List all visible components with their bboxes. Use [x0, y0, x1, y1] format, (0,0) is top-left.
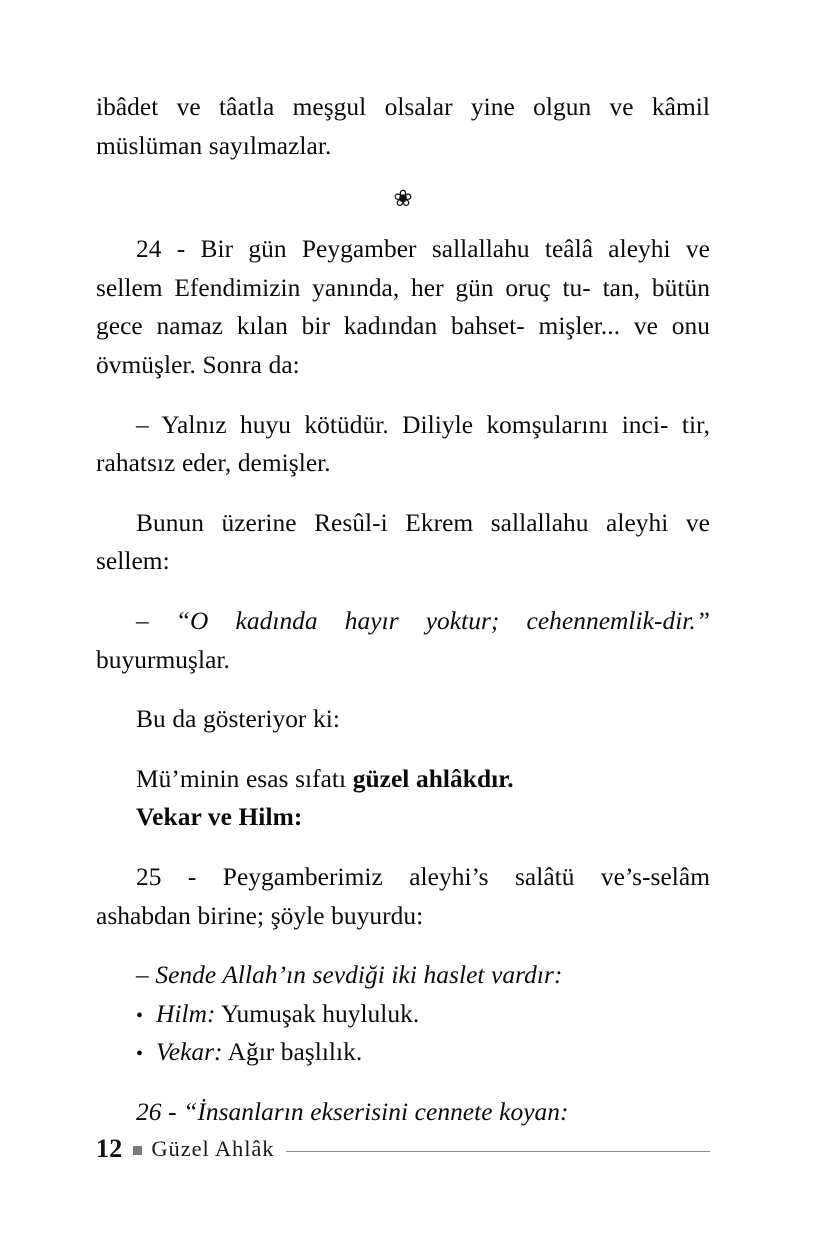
list-item	[96, 1033, 710, 1072]
item-24-line-1: 24 - Bir gün Peygamber sallallahu teâlâ aleyhi	[136, 235, 686, 264]
narration-1-line-1: Bunun üzerine Resûl-i Ekrem sallallahu aleyhi	[136, 508, 686, 537]
subheading-vekar-ve-hilm: Vekar ve Hilm:	[136, 803, 303, 832]
page-number: 12	[96, 1134, 123, 1163]
text-column	[96, 88, 710, 1131]
conclusion-roman-part: Mü’minin esas sıfatı	[136, 764, 353, 793]
paragraph-continuation	[96, 88, 710, 165]
bullet-term-vekar: Vekar:	[156, 1038, 223, 1067]
hadith-quote-1-italic-line-2: dir.”	[662, 606, 710, 635]
item-26-text: “İnsanların ekserisini cennete koyan:	[183, 1097, 569, 1126]
paragraph-hadith-quote-1	[96, 602, 710, 679]
paragraph-narration-1	[96, 504, 710, 581]
continuation-line-1: ibâdet ve tâatla meşgul olsalar yine olgun ve kâmil	[96, 93, 710, 121]
paragraph-item-26	[96, 1093, 710, 1132]
conclusion-bold-part: güzel ahlâkdır.	[352, 764, 514, 793]
dialogue-2-dash: –	[136, 961, 156, 990]
item-26-number: 26 -	[136, 1097, 184, 1126]
dialogue-1-line-1: – Yalnız huyu kötüdür. Diliyle komşularını inci-	[136, 410, 669, 439]
footer-book-title: Güzel Ahlâk	[151, 1135, 275, 1161]
item-25-line-1: 25 - Peygamberimiz aleyhi’s salâtü ve’s-selâm	[136, 862, 710, 891]
item-24-line-3: tan, bütün gece namaz kılan bir kadından bahset-	[96, 273, 710, 341]
ornament-divider	[96, 187, 710, 210]
dialogue-1-line-2: tir, rahatsız eder, demişler.	[96, 410, 710, 478]
bullet-term-hilm: Hilm:	[156, 999, 216, 1028]
paragraph-conclusion-statement	[96, 760, 710, 799]
paragraph-item-24	[96, 230, 710, 384]
bullet-dot-icon: •	[136, 1043, 144, 1066]
list-item	[96, 995, 710, 1034]
hadith-quote-1-trailing: buyurmuşlar.	[96, 645, 230, 674]
paragraph-dialogue-1	[96, 406, 710, 483]
conclusion-lead-text: Bu da gösteriyor ki:	[136, 705, 340, 734]
continuation-line-2: müslüman sayılmazlar.	[96, 131, 332, 160]
paragraph-conclusion-lead	[96, 700, 710, 739]
bullet-dot-icon: •	[136, 1004, 144, 1027]
dialogue-2-text: Sende Allah’ın sevdiği iki haslet vardır:	[155, 961, 563, 990]
page-footer	[96, 1132, 710, 1166]
paragraph-dialogue-italic-2	[96, 956, 710, 995]
narration-1-line-2: ve sellem:	[96, 508, 710, 576]
item-24-line-4: mişler... ve onu övmüşler. Sonra da:	[96, 312, 710, 379]
item-24-line-2: ve sellem Efendimizin yanında, her gün oruç tu-	[96, 235, 710, 302]
bullet-definition-hilm: Yumuşak huyluluk.	[215, 999, 420, 1028]
item-25-line-2: ashabdan birine; şöyle buyurdu:	[96, 901, 424, 930]
hadith-quote-1-italic-line-1: “O kadında hayır yoktur; cehennemlik-	[175, 606, 663, 635]
square-bullet-icon	[133, 1146, 142, 1155]
flower-ornament-icon: ❀	[393, 186, 413, 212]
bullet-definition-vekar: Ağır başlılık.	[222, 1038, 363, 1067]
paragraph-item-25	[96, 858, 710, 935]
hadith-quote-1-dash: –	[136, 606, 176, 635]
footer-rule	[286, 1151, 710, 1152]
